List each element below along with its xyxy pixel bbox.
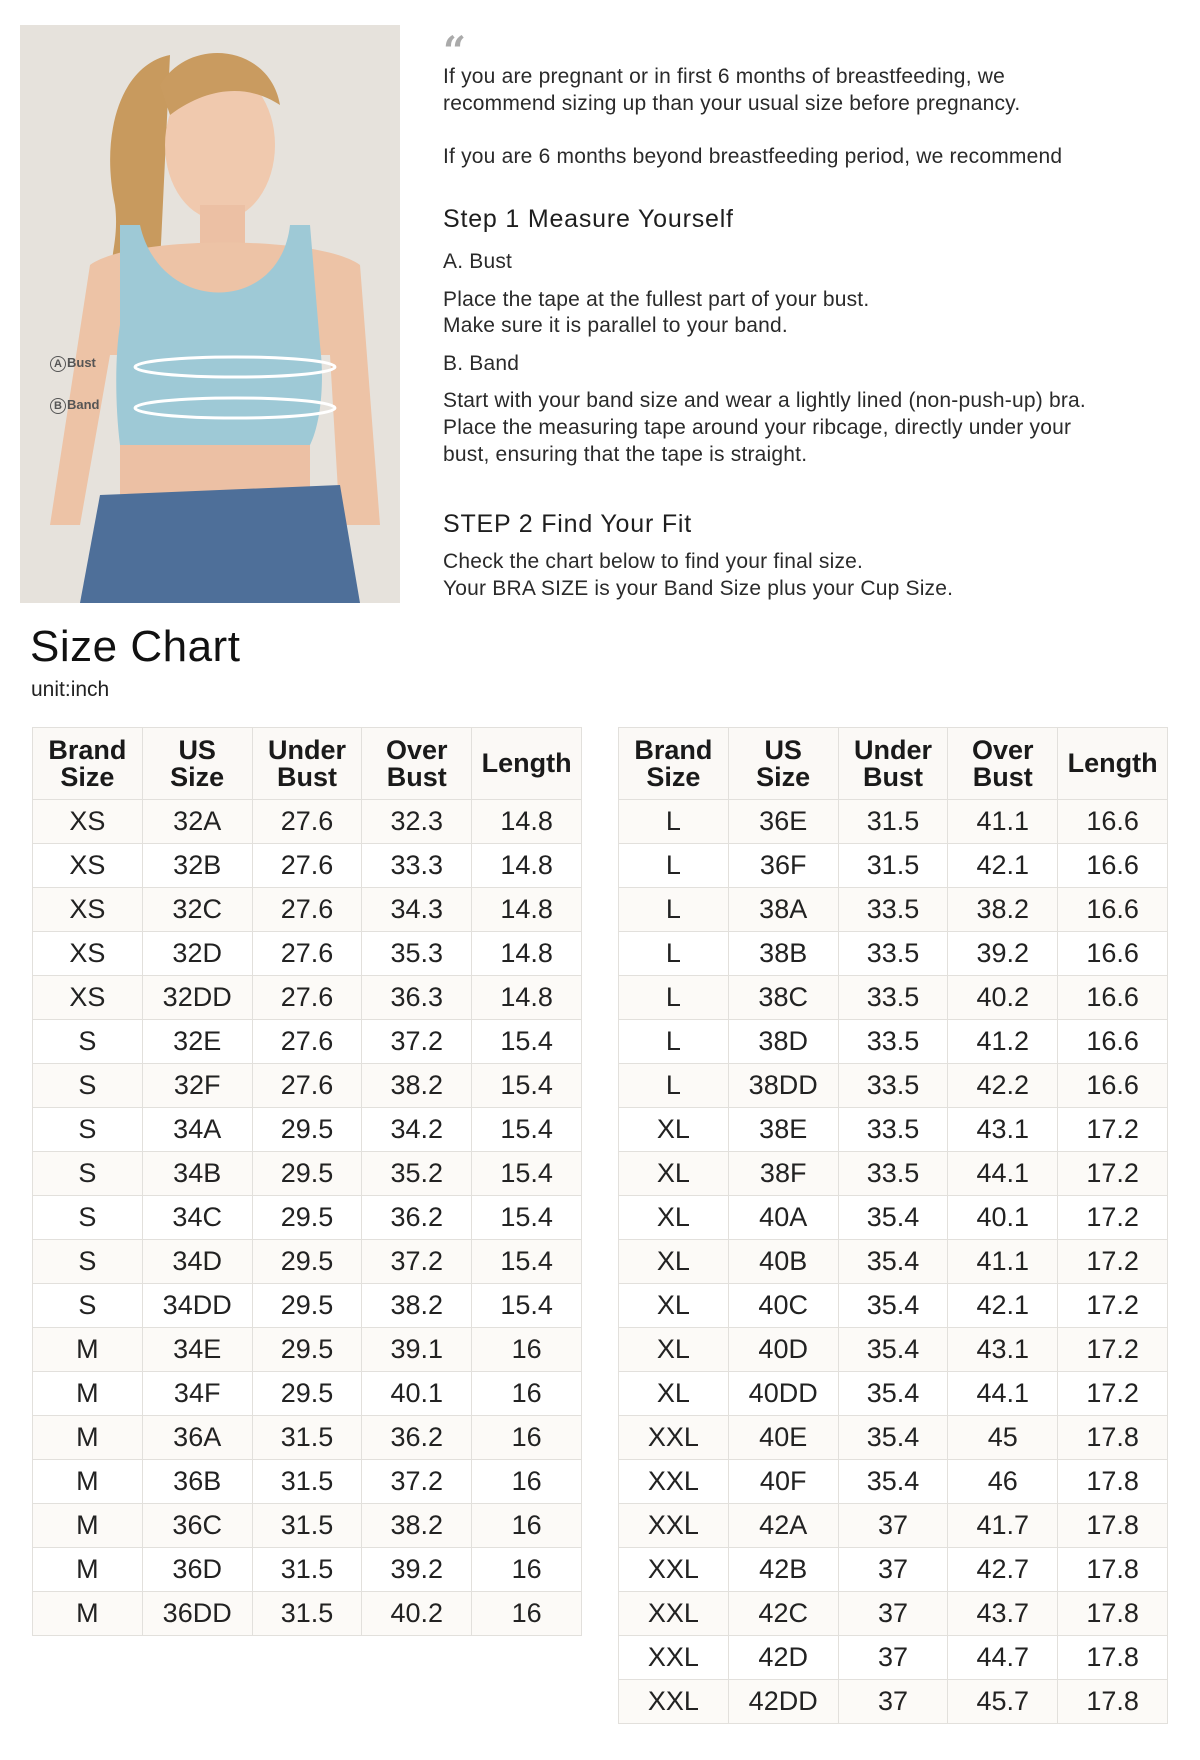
table-cell: 36A <box>142 1416 252 1460</box>
column-header-text: US <box>178 734 216 765</box>
column-header-text: Brand <box>634 734 713 765</box>
table-cell: 34D <box>142 1240 252 1284</box>
table-cell: 15.4 <box>472 1240 582 1284</box>
table-cell: 16 <box>472 1372 582 1416</box>
table-cell: 36B <box>142 1460 252 1504</box>
table-cell: 46 <box>948 1460 1058 1504</box>
table-cell: 33.5 <box>838 976 948 1020</box>
column-header-text: Size <box>170 761 225 792</box>
table-cell: 37.2 <box>362 1020 472 1064</box>
table-cell: S <box>33 1240 143 1284</box>
table-cell: S <box>33 1284 143 1328</box>
table-cell: 38B <box>728 932 838 976</box>
table-cell: 39.2 <box>362 1548 472 1592</box>
table-row <box>619 844 1168 888</box>
table-cell: 15.4 <box>472 1196 582 1240</box>
table-cell: 42D <box>728 1636 838 1680</box>
bust-label: Bust <box>67 355 96 370</box>
table-cell: 36.2 <box>362 1416 472 1460</box>
table-cell: 45 <box>948 1416 1058 1460</box>
table-cell: 40D <box>728 1328 838 1372</box>
table-cell: 38.2 <box>362 1284 472 1328</box>
table-cell: 38E <box>728 1108 838 1152</box>
table-row <box>33 1064 582 1108</box>
table-cell: 31.5 <box>838 844 948 888</box>
table-cell: 14.8 <box>472 976 582 1020</box>
table-cell: 35.4 <box>838 1284 948 1328</box>
table-cell: 32E <box>142 1020 252 1064</box>
table-row <box>33 932 582 976</box>
table-cell: 34C <box>142 1196 252 1240</box>
table-cell: 32F <box>142 1064 252 1108</box>
table-row <box>33 1196 582 1240</box>
table-cell: 38.2 <box>362 1504 472 1548</box>
table-cell: 40C <box>728 1284 838 1328</box>
table-cell: 42.1 <box>948 844 1058 888</box>
table-cell: 33.5 <box>838 888 948 932</box>
table-cell: 40F <box>728 1460 838 1504</box>
table-cell: 37.2 <box>362 1460 472 1504</box>
table-row <box>33 976 582 1020</box>
table-cell: 35.4 <box>838 1240 948 1284</box>
table-row <box>33 1284 582 1328</box>
table-cell: 17.8 <box>1058 1548 1168 1592</box>
table-cell: 40A <box>728 1196 838 1240</box>
table-cell: 41.7 <box>948 1504 1058 1548</box>
table-cell: 17.2 <box>1058 1152 1168 1196</box>
table-cell: 42.2 <box>948 1064 1058 1108</box>
table-cell: M <box>33 1548 143 1592</box>
size-table-left <box>32 727 582 1636</box>
table-row <box>33 1020 582 1064</box>
column-header-text: Over <box>386 734 448 765</box>
table-cell: M <box>33 1372 143 1416</box>
column-header <box>1058 728 1168 800</box>
table-cell: 41.2 <box>948 1020 1058 1064</box>
table-cell: XXL <box>619 1416 729 1460</box>
column-header-text: Size <box>60 761 115 792</box>
table-cell: 38.2 <box>362 1064 472 1108</box>
table-cell: 17.8 <box>1058 1460 1168 1504</box>
table-cell: XL <box>619 1328 729 1372</box>
column-header <box>838 728 948 800</box>
table-cell: 35.2 <box>362 1152 472 1196</box>
table-cell: 16 <box>472 1504 582 1548</box>
table-cell: XL <box>619 1108 729 1152</box>
table-row <box>619 1680 1168 1724</box>
table-cell: 33.3 <box>362 844 472 888</box>
table-cell: 36D <box>142 1548 252 1592</box>
table-cell: 15.4 <box>472 1108 582 1152</box>
table-row <box>619 1592 1168 1636</box>
table-cell: XL <box>619 1372 729 1416</box>
column-header-text: Under <box>853 734 932 765</box>
table-cell: S <box>33 1064 143 1108</box>
table-cell: L <box>619 1020 729 1064</box>
step1-heading: Step 1 Measure Yourself <box>443 205 734 233</box>
table-cell: 37 <box>838 1636 948 1680</box>
table-cell: 31.5 <box>252 1592 362 1636</box>
table-row <box>33 1592 582 1636</box>
size-table-right <box>618 727 1168 1724</box>
model-illustration <box>20 25 400 603</box>
table-cell: 27.6 <box>252 888 362 932</box>
table-cell: 31.5 <box>252 1460 362 1504</box>
table-row <box>33 888 582 932</box>
table-cell: 17.8 <box>1058 1592 1168 1636</box>
table-cell: 14.8 <box>472 932 582 976</box>
table-cell: 16 <box>472 1416 582 1460</box>
column-header-text: Size <box>646 761 701 792</box>
table-row <box>619 800 1168 844</box>
table-row <box>619 1020 1168 1064</box>
table-cell: 38A <box>728 888 838 932</box>
table-cell: 17.8 <box>1058 1680 1168 1724</box>
column-header <box>362 728 472 800</box>
table-cell: 31.5 <box>252 1416 362 1460</box>
table-cell: 37 <box>838 1592 948 1636</box>
column-header-text: Bust <box>276 761 337 792</box>
table-cell: 34DD <box>142 1284 252 1328</box>
table-row <box>619 1372 1168 1416</box>
band-instructions: bust, ensuring that the tape is straight. <box>443 443 808 466</box>
table-cell: 16.6 <box>1058 932 1168 976</box>
table-cell: XS <box>33 932 143 976</box>
table-cell: 29.5 <box>252 1284 362 1328</box>
table-cell: 36.2 <box>362 1196 472 1240</box>
table-cell: 32C <box>142 888 252 932</box>
table-cell: 39.2 <box>948 932 1058 976</box>
table-cell: 40B <box>728 1240 838 1284</box>
size-chart-title: Size Chart <box>30 622 241 671</box>
table-cell: 37.2 <box>362 1240 472 1284</box>
column-header <box>142 728 252 800</box>
table-row <box>619 1460 1168 1504</box>
quote-icon: “ <box>443 28 467 75</box>
table-cell: 27.6 <box>252 1020 362 1064</box>
table-cell: M <box>33 1504 143 1548</box>
table-cell: 33.5 <box>838 932 948 976</box>
table-cell: 42.1 <box>948 1284 1058 1328</box>
table-cell: 17.2 <box>1058 1196 1168 1240</box>
table-cell: 44.1 <box>948 1152 1058 1196</box>
table-cell: 16.6 <box>1058 1020 1168 1064</box>
table-cell: 16.6 <box>1058 888 1168 932</box>
table-row <box>619 932 1168 976</box>
table-cell: 42B <box>728 1548 838 1592</box>
table-cell: 32.3 <box>362 800 472 844</box>
table-cell: 31.5 <box>252 1548 362 1592</box>
table-cell: 44.1 <box>948 1372 1058 1416</box>
table-cell: 16.6 <box>1058 844 1168 888</box>
table-row <box>619 1548 1168 1592</box>
table-row <box>619 1108 1168 1152</box>
table-cell: 31.5 <box>838 800 948 844</box>
bust-marker-icon: A <box>50 356 66 372</box>
table-cell: 17.2 <box>1058 1108 1168 1152</box>
table-cell: 29.5 <box>252 1372 362 1416</box>
intro-text: If you are pregnant or in first 6 months of breastfeeding, we <box>443 65 1006 88</box>
table-cell: XXL <box>619 1592 729 1636</box>
table-cell: L <box>619 1064 729 1108</box>
column-header-text: Bust <box>862 761 923 792</box>
table-cell: XS <box>33 888 143 932</box>
table-row <box>33 844 582 888</box>
table-cell: 36C <box>142 1504 252 1548</box>
table-cell: L <box>619 932 729 976</box>
step2-text: Check the chart below to find your final size. <box>443 550 864 573</box>
table-row <box>619 1636 1168 1680</box>
table-row <box>33 1504 582 1548</box>
table-cell: XL <box>619 1152 729 1196</box>
table-cell: M <box>33 1416 143 1460</box>
unit-label: unit:inch <box>31 678 110 701</box>
table-cell: 27.6 <box>252 1064 362 1108</box>
band-label: Band <box>67 397 100 412</box>
table-cell: 35.4 <box>838 1460 948 1504</box>
table-cell: 15.4 <box>472 1064 582 1108</box>
band-heading: B. Band <box>443 352 520 375</box>
table-row <box>33 1548 582 1592</box>
table-cell: 34F <box>142 1372 252 1416</box>
table-cell: 33.5 <box>838 1108 948 1152</box>
table-cell: 39.1 <box>362 1328 472 1372</box>
table-cell: 34.3 <box>362 888 472 932</box>
table-cell: 45.7 <box>948 1680 1058 1724</box>
table-cell: M <box>33 1328 143 1372</box>
table-cell: 38F <box>728 1152 838 1196</box>
table-cell: 17.2 <box>1058 1240 1168 1284</box>
table-cell: 37 <box>838 1680 948 1724</box>
table-cell: 27.6 <box>252 844 362 888</box>
table-row <box>619 1416 1168 1460</box>
table-cell: 29.5 <box>252 1152 362 1196</box>
table-row <box>619 1064 1168 1108</box>
table-cell: S <box>33 1108 143 1152</box>
table-row <box>33 1328 582 1372</box>
table-cell: 14.8 <box>472 888 582 932</box>
table-cell: XS <box>33 844 143 888</box>
table-cell: XXL <box>619 1548 729 1592</box>
table-row <box>33 1108 582 1152</box>
column-header-text: Over <box>972 734 1034 765</box>
table-cell: 31.5 <box>252 1504 362 1548</box>
column-header <box>619 728 729 800</box>
table-cell: 35.4 <box>838 1328 948 1372</box>
table-cell: 36.3 <box>362 976 472 1020</box>
column-header <box>472 728 582 800</box>
column-header-text: Size <box>756 761 811 792</box>
table-cell: 41.1 <box>948 800 1058 844</box>
table-cell: 16 <box>472 1460 582 1504</box>
table-cell: 32B <box>142 844 252 888</box>
table-cell: XS <box>33 800 143 844</box>
table-cell: 27.6 <box>252 800 362 844</box>
table-cell: 34B <box>142 1152 252 1196</box>
table-cell: 14.8 <box>472 800 582 844</box>
table-cell: XXL <box>619 1460 729 1504</box>
table-cell: 43.1 <box>948 1108 1058 1152</box>
intro-text: recommend sizing up than your usual size before pregnancy. <box>443 92 1021 115</box>
table-cell: 29.5 <box>252 1240 362 1284</box>
table-cell: 38DD <box>728 1064 838 1108</box>
table-row <box>619 1284 1168 1328</box>
table-cell: S <box>33 1152 143 1196</box>
table-row <box>619 888 1168 932</box>
table-row <box>619 1196 1168 1240</box>
table-cell: 14.8 <box>472 844 582 888</box>
column-header-text: Length <box>481 748 572 778</box>
table-cell: 44.7 <box>948 1636 1058 1680</box>
bust-instructions: Make sure it is parallel to your band. <box>443 314 788 337</box>
step2-heading: STEP 2 Find Your Fit <box>443 510 692 538</box>
table-cell: 16.6 <box>1058 1064 1168 1108</box>
table-cell: 36DD <box>142 1592 252 1636</box>
table-cell: 37 <box>838 1548 948 1592</box>
table-cell: 17.2 <box>1058 1284 1168 1328</box>
table-cell: 17.8 <box>1058 1504 1168 1548</box>
column-header-text: Brand <box>48 734 127 765</box>
table-cell: M <box>33 1592 143 1636</box>
table-cell: 40.1 <box>362 1372 472 1416</box>
table-cell: L <box>619 800 729 844</box>
table-cell: 34A <box>142 1108 252 1152</box>
table-row <box>619 1504 1168 1548</box>
table-cell: 41.1 <box>948 1240 1058 1284</box>
table-cell: 16 <box>472 1328 582 1372</box>
table-cell: 17.8 <box>1058 1416 1168 1460</box>
table-row <box>619 1328 1168 1372</box>
table-cell: XL <box>619 1284 729 1328</box>
table-cell: 27.6 <box>252 976 362 1020</box>
table-cell: XS <box>33 976 143 1020</box>
table-cell: 33.5 <box>838 1152 948 1196</box>
table-cell: S <box>33 1196 143 1240</box>
table-cell: XXL <box>619 1680 729 1724</box>
model-photo <box>20 25 400 603</box>
table-cell: 40E <box>728 1416 838 1460</box>
table-cell: XL <box>619 1196 729 1240</box>
table-cell: L <box>619 844 729 888</box>
table-cell: 17.2 <box>1058 1372 1168 1416</box>
table-cell: 38D <box>728 1020 838 1064</box>
table-row <box>33 1416 582 1460</box>
table-row <box>33 1152 582 1196</box>
column-header-text: US <box>764 734 802 765</box>
table-cell: 17.2 <box>1058 1328 1168 1372</box>
table-cell: 16.6 <box>1058 976 1168 1020</box>
table-cell: 42C <box>728 1592 838 1636</box>
table-row <box>619 1240 1168 1284</box>
table-cell: 42.7 <box>948 1548 1058 1592</box>
table-cell: 40DD <box>728 1372 838 1416</box>
table-cell: 37 <box>838 1504 948 1548</box>
step2-text: Your BRA SIZE is your Band Size plus your Cup Size. <box>443 577 954 600</box>
band-instructions: Place the measuring tape around your ribcage, directly under your <box>443 416 1072 439</box>
band-marker-label <box>50 397 100 414</box>
table-cell: 16 <box>472 1592 582 1636</box>
column-header <box>33 728 143 800</box>
table-cell: 15.4 <box>472 1152 582 1196</box>
table-cell: S <box>33 1020 143 1064</box>
table-row <box>33 1460 582 1504</box>
table-cell: 34E <box>142 1328 252 1372</box>
table-row <box>33 1372 582 1416</box>
column-header-text: Bust <box>972 761 1033 792</box>
table-cell: 43.7 <box>948 1592 1058 1636</box>
table-row <box>619 1152 1168 1196</box>
table-cell: XXL <box>619 1636 729 1680</box>
table-cell: 35.4 <box>838 1372 948 1416</box>
table-row <box>33 1240 582 1284</box>
table-cell: 38C <box>728 976 838 1020</box>
table-cell: 42A <box>728 1504 838 1548</box>
table-cell: 35.3 <box>362 932 472 976</box>
table-cell: 32A <box>142 800 252 844</box>
bust-heading: A. Bust <box>443 250 513 273</box>
table-cell: 29.5 <box>252 1108 362 1152</box>
table-cell: 36F <box>728 844 838 888</box>
column-header <box>728 728 838 800</box>
table-cell: 40.2 <box>362 1592 472 1636</box>
intro-text: If you are 6 months beyond breastfeeding period, we recommend <box>443 145 1063 168</box>
table-cell: 15.4 <box>472 1020 582 1064</box>
band-instructions: Start with your band size and wear a lightly lined (non-push-up) bra. <box>443 389 1086 412</box>
table-cell: 40.2 <box>948 976 1058 1020</box>
table-cell: XXL <box>619 1504 729 1548</box>
table-cell: 29.5 <box>252 1196 362 1240</box>
table-cell: 42DD <box>728 1680 838 1724</box>
table-cell: 40.1 <box>948 1196 1058 1240</box>
column-header <box>948 728 1058 800</box>
table-row <box>33 800 582 844</box>
column-header-text: Bust <box>386 761 447 792</box>
table-cell: 15.4 <box>472 1284 582 1328</box>
table-cell: 35.4 <box>838 1416 948 1460</box>
table-cell: 34.2 <box>362 1108 472 1152</box>
table-cell: 32D <box>142 932 252 976</box>
table-row <box>619 976 1168 1020</box>
table-cell: 32DD <box>142 976 252 1020</box>
table-cell: 36E <box>728 800 838 844</box>
table-cell: XL <box>619 1240 729 1284</box>
table-cell: 35.4 <box>838 1196 948 1240</box>
table-cell: 33.5 <box>838 1020 948 1064</box>
table-cell: 16 <box>472 1548 582 1592</box>
table-cell: 43.1 <box>948 1328 1058 1372</box>
table-cell: 33.5 <box>838 1064 948 1108</box>
table-cell: 17.8 <box>1058 1636 1168 1680</box>
table-cell: 27.6 <box>252 932 362 976</box>
table-cell: L <box>619 888 729 932</box>
column-header-text: Length <box>1067 748 1158 778</box>
column-header <box>252 728 362 800</box>
table-cell: L <box>619 976 729 1020</box>
bust-instructions: Place the tape at the fullest part of your bust. <box>443 288 870 311</box>
column-header-text: Under <box>267 734 346 765</box>
band-marker-icon: B <box>50 398 66 414</box>
table-cell: 29.5 <box>252 1328 362 1372</box>
bust-marker-label <box>50 355 96 372</box>
table-cell: M <box>33 1460 143 1504</box>
table-cell: 16.6 <box>1058 800 1168 844</box>
table-cell: 38.2 <box>948 888 1058 932</box>
